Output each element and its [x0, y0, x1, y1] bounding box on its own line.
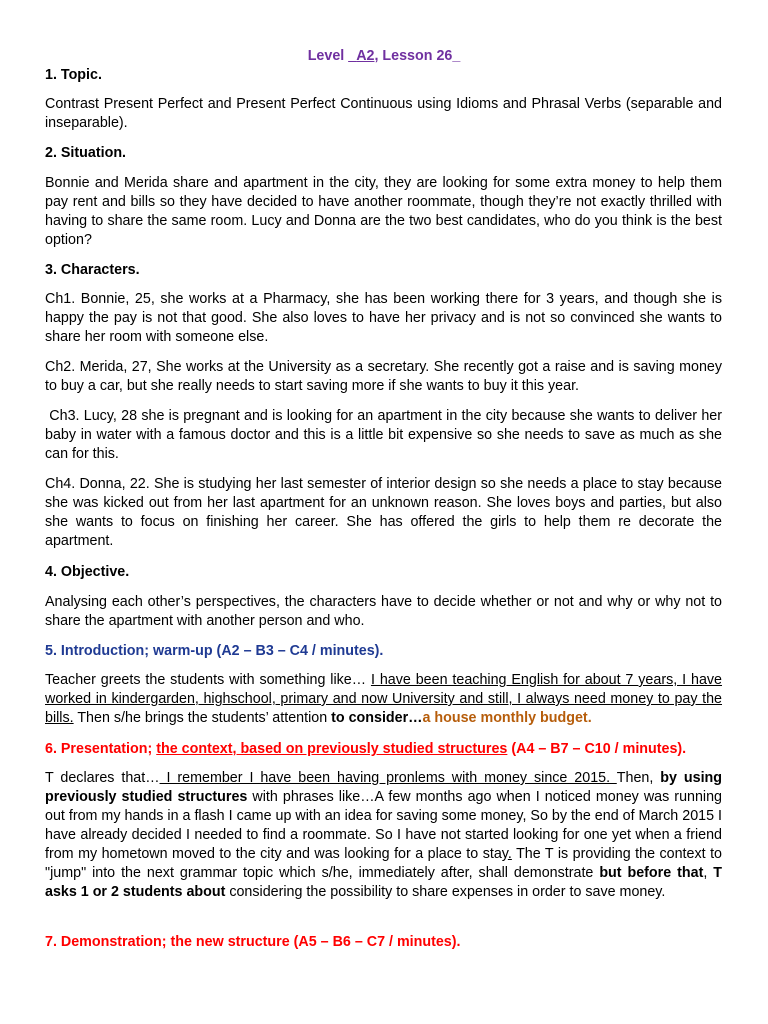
section-5-continuation: Then s/he brings the students’ attention: [73, 710, 332, 726]
section-6-text: [45, 769, 722, 902]
section-2-heading: 2. Situation.: [45, 145, 127, 161]
section-5-intro: Teacher greets the students with something like…: [45, 672, 371, 688]
title-rest: , Lesson 26_: [374, 48, 461, 64]
character-1-text: Ch1. Bonnie, 25, she works at a Pharmacy, she has been working there for 3 years, and though she is happy the pay is not that good. She also loves to have her privacy and is not so convinced she wants to share her room with someone else.: [45, 291, 722, 345]
section-6-t2: Then,: [616, 770, 661, 786]
section-5-text: [45, 671, 722, 728]
section-6-bold-2: but before that: [599, 865, 704, 881]
section-4-text: Analysing each other’s perspectives, the characters have to decide whether or not and why or why not to share the apartment with another person and who.: [45, 594, 722, 629]
section-5-quote: I have been teaching English for about 7 years, I have worked in kindergarden, highschool, primary and now University and still, I always need money to pay the bills.: [45, 672, 722, 726]
section-6-dot: .: [507, 846, 512, 862]
character-4-text: Ch4. Donna, 22. She is studying her last semester of interior design so she needs a place to stay because she was kicked out from her last apartment for an unknown reason. She loves boys and parties, but also she wants to focus on finishing her career. She has offered the girls to help them re decorate the apartment.: [45, 476, 722, 549]
section-5-heading: 5. Introduction; warm-up (A2 – B3 – C4 / minutes).: [45, 643, 384, 659]
title-gap: _: [348, 48, 357, 64]
section-5-highlight: a house monthly budget.: [422, 710, 592, 726]
section-2-text: Bonnie and Merida share and apartment in the city, they are looking for some extra money to help them pay rent and bills so they have decided to have another roommate, though they’re not exactly thrilled with having to share the same room. Lucy and Donna are the two best candidates, who do you think is the best option?: [45, 175, 722, 248]
section-7-heading: 7. Demonstration; the new structure (A5 – B6 – C7 / minutes).: [45, 934, 461, 950]
character-2-text: Ch2. Merida, 27, She works at the University as a secretary. She recently got a raise and is saving money to buy a car, but she really needs to start saving more if she wants to buy it this year.: [45, 359, 722, 394]
title-prefix: Level: [307, 48, 349, 64]
section-6-bold-1: by using previously studied structures: [45, 770, 723, 805]
section-6-heading-a: 6. Presentation;: [45, 741, 157, 757]
section-6-quote: I remember I have been having pronlems with money since 2015.: [159, 770, 617, 786]
section-6-t5: ,: [703, 865, 714, 881]
section-6-t1: T declares that…: [45, 770, 160, 786]
character-3-text: Ch3. Lucy, 28 she is pregnant and is looking for an apartment in the city because she wants to deliver her baby in water with a famous doctor and this is a little bit expensive so she needs to save as much as she can for this.: [45, 408, 726, 462]
section-4-heading: 4. Objective.: [45, 564, 130, 580]
title-level: A2: [356, 48, 375, 64]
section-5-bold: to consider…: [331, 710, 423, 726]
lesson-title: [0, 47, 768, 66]
section-6-heading: [45, 740, 722, 759]
section-6-heading-b: (A4 – B7 – C10 / minutes).: [507, 741, 687, 757]
section-6-t4: The T is providing the context to "jump" into the next grammar topic which s/he, immediately after, shall demonstrate: [45, 846, 722, 881]
section-1-heading: 1. Topic.: [45, 67, 102, 83]
section-6-t3: with phrases like…A few months ago when I noticed money was running out from my hands in a flash I came up with an idea for saving some money, So by the end of March 2015 I have already decided I needed to find a roommate. So I have not started looking for one yet when a friend from my hometown moved to the city and was looking for a place to stay: [45, 789, 723, 862]
section-6-t6: considering the possibility to share expenses in order to save money.: [225, 884, 666, 900]
section-6-heading-underlined: the context, based on previously studied structures: [156, 741, 508, 757]
section-1-text: Contrast Present Perfect and Present Perfect Continuous using Idioms and Phrasal Verbs (separable and inseparable).: [45, 96, 722, 131]
section-3-heading: 3. Characters.: [45, 262, 140, 278]
section-6-bold-3: T asks 1 or 2 students about: [45, 865, 722, 900]
